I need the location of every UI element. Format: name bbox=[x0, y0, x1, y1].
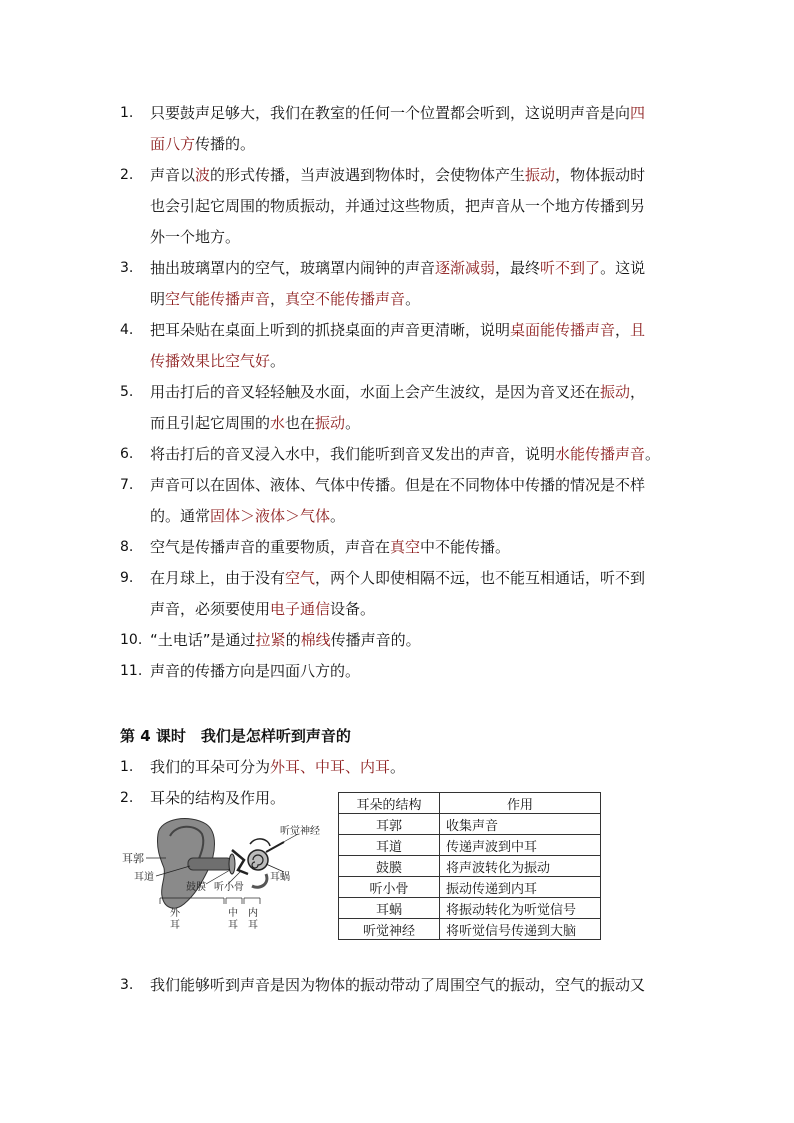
item-text: 。 bbox=[405, 290, 421, 308]
table-cell-structure: 听小骨 bbox=[339, 877, 440, 898]
item-text: 。这说 bbox=[600, 259, 646, 277]
item-text: 。 bbox=[345, 414, 361, 432]
item-text: 的。通常 bbox=[150, 507, 211, 525]
item-text: ， bbox=[270, 290, 286, 308]
table-cell-function: 将听觉信号传递到大脑 bbox=[440, 919, 601, 940]
table-cell-structure: 听觉神经 bbox=[339, 919, 440, 940]
table-cell-structure: 耳蜗 bbox=[339, 898, 440, 919]
item-text: 也在 bbox=[285, 414, 316, 432]
label-inner-1: 内 bbox=[248, 908, 258, 919]
item-number: 7. bbox=[120, 477, 134, 493]
item-text: 声音可以在固体、液体、气体中传播。但是在不同物体中传播的情况是不样 bbox=[150, 476, 646, 494]
item-text: 用击打后的音叉轻轻触及水面，水面上会产生波纹，是因为音叉还在 bbox=[150, 383, 601, 401]
highlighted-answer: 棉线 bbox=[300, 631, 331, 649]
table-row bbox=[339, 898, 601, 919]
item-number: 2. bbox=[120, 790, 134, 806]
item-text: 我们的耳朵可分为 bbox=[150, 758, 271, 776]
table-cell-structure: 鼓膜 bbox=[339, 856, 440, 877]
label-erdao: 耳道 bbox=[134, 872, 154, 883]
key-points-list bbox=[120, 98, 680, 687]
highlighted-answer: 外耳、中耳、内耳 bbox=[270, 758, 391, 776]
highlighted-answer: 且 bbox=[630, 321, 646, 339]
list-item bbox=[120, 625, 680, 656]
list-item bbox=[120, 563, 680, 625]
table-header-row bbox=[339, 793, 601, 814]
highlighted-answer: 振动 bbox=[315, 414, 346, 432]
item-number: 10. bbox=[120, 632, 143, 648]
item-text: 也会引起它周围的物质振动，并通过这些物质，把声音从一个地方传播到另 bbox=[150, 197, 646, 215]
item-text: 抽出玻璃罩内的空气，玻璃罩内闹钟的声音 bbox=[150, 259, 436, 277]
item-text: 。 bbox=[330, 507, 346, 525]
table-row bbox=[339, 835, 601, 856]
highlighted-answer: 传播效果比空气好 bbox=[150, 352, 271, 370]
item-text: 把耳朵贴在桌面上听到的抓挠桌面的声音更清晰，说明 bbox=[150, 321, 511, 339]
table-row bbox=[339, 856, 601, 877]
item-number: 1. bbox=[120, 105, 134, 121]
item-text: 传播的。 bbox=[195, 135, 256, 153]
item-text: 声音以 bbox=[150, 166, 196, 184]
item-text: 传播声音的。 bbox=[330, 631, 421, 649]
item-text: 而且引起它周围的 bbox=[150, 414, 271, 432]
item-number: 11. bbox=[120, 663, 143, 679]
highlighted-answer: 四 bbox=[630, 104, 646, 122]
table-header: 作用 bbox=[440, 793, 601, 814]
item-text: 我们能够听到声音是因为物体的振动带动了周围空气的振动，空气的振动又 bbox=[150, 976, 646, 994]
label-tingjueshenjing: 听觉神经 bbox=[280, 826, 320, 837]
list-item bbox=[120, 532, 680, 563]
ear-structure-figure bbox=[120, 812, 330, 932]
table-cell-function: 振动传递到内耳 bbox=[440, 877, 601, 898]
highlighted-answer: 空气能传播声音 bbox=[165, 290, 271, 308]
item-text: 将击打后的音叉浸入水中，我们能听到音叉发出的声音，说明 bbox=[150, 445, 556, 463]
highlighted-answer: 波 bbox=[195, 166, 211, 184]
lesson-item-1 bbox=[120, 752, 680, 783]
item-text: 耳朵的结构及作用。 bbox=[150, 789, 286, 807]
list-item bbox=[120, 377, 680, 439]
highlighted-answer: 振动 bbox=[525, 166, 556, 184]
highlighted-answer: 桌面能传播声音 bbox=[510, 321, 616, 339]
item-number: 9. bbox=[120, 570, 134, 586]
highlighted-answer: 面八方 bbox=[150, 135, 196, 153]
highlighted-answer: 真空 bbox=[390, 538, 421, 556]
item-text: ，两个人即使相隔不远，也不能互相通话，听不到 bbox=[315, 569, 646, 587]
item-text: 的形式传播，当声波遇到物体时，会使物体产生 bbox=[210, 166, 526, 184]
table-cell-function: 收集声音 bbox=[440, 814, 601, 835]
item-text: 。 bbox=[270, 352, 286, 370]
item-number: 3. bbox=[120, 977, 134, 993]
table-cell-structure: 耳郭 bbox=[339, 814, 440, 835]
item-text: 空气是传播声音的重要物质，声音在 bbox=[150, 538, 391, 556]
item-number: 4. bbox=[120, 322, 134, 338]
item-text: ， bbox=[615, 321, 631, 339]
item-number: 1. bbox=[120, 759, 134, 775]
item-text: 外一个地方。 bbox=[150, 228, 241, 246]
list-item bbox=[120, 656, 680, 687]
table-cell-structure: 耳道 bbox=[339, 835, 440, 856]
ear-canal-shape bbox=[188, 858, 232, 870]
table-row bbox=[339, 814, 601, 835]
highlighted-answer: 空气 bbox=[285, 569, 316, 587]
list-item bbox=[120, 470, 680, 532]
ear-structure-table bbox=[338, 792, 601, 940]
lesson-item-3 bbox=[120, 970, 710, 1001]
label-inner-2: 耳 bbox=[248, 920, 258, 931]
table-cell-function: 传递声波到中耳 bbox=[440, 835, 601, 856]
list-item bbox=[120, 98, 680, 160]
item-text: 的 bbox=[285, 631, 301, 649]
lesson-title: 第 4 课时 我们是怎样听到声音的 bbox=[120, 727, 351, 745]
highlighted-answer: 拉紧 bbox=[255, 631, 286, 649]
item-text: 在月球上，由于没有 bbox=[150, 569, 286, 587]
table-row bbox=[339, 877, 601, 898]
table-header: 耳朵的结构 bbox=[339, 793, 440, 814]
label-erguo: 耳郭 bbox=[122, 852, 144, 865]
item-text: 设备。 bbox=[330, 600, 376, 618]
table-cell-function: 将声波转化为振动 bbox=[440, 856, 601, 877]
highlighted-answer: 电子通信 bbox=[270, 600, 331, 618]
item-text: 明 bbox=[150, 290, 166, 308]
label-outer-1: 外 bbox=[170, 908, 180, 919]
item-text: 。 bbox=[645, 445, 661, 463]
highlighted-answer: 逐渐减弱 bbox=[435, 259, 496, 277]
highlighted-answer: 水 bbox=[270, 414, 286, 432]
label-middle-2: 耳 bbox=[228, 920, 238, 931]
item-number: 5. bbox=[120, 384, 134, 400]
label-middle-1: 中 bbox=[228, 908, 238, 919]
highlighted-answer: 真空不能传播声音 bbox=[285, 290, 406, 308]
item-text: ，物体振动时 bbox=[555, 166, 646, 184]
list-item bbox=[120, 315, 680, 377]
item-number: 2. bbox=[120, 167, 134, 183]
eardrum-shape bbox=[229, 854, 235, 874]
item-text: “土电话”是通过 bbox=[150, 631, 256, 649]
item-number: 8. bbox=[120, 539, 134, 555]
item-text: 声音，必须要使用 bbox=[150, 600, 271, 618]
item-text: 只要鼓声足够大，我们在教室的任何一个位置都会听到，这说明声音是向 bbox=[150, 104, 631, 122]
list-item bbox=[120, 253, 680, 315]
highlighted-answer: 听不到了 bbox=[540, 259, 601, 277]
list-item bbox=[120, 160, 680, 253]
highlighted-answer: 固体＞液体＞气体 bbox=[210, 507, 331, 525]
table-cell-function: 将振动转化为听觉信号 bbox=[440, 898, 601, 919]
highlighted-answer: 水能传播声音 bbox=[555, 445, 646, 463]
label-gumo: 鼓膜 bbox=[186, 882, 206, 893]
item-text: ，最终 bbox=[495, 259, 541, 277]
label-erwo: 耳蜗 bbox=[270, 872, 290, 883]
table-row bbox=[339, 919, 601, 940]
list-item bbox=[120, 439, 680, 470]
label-outer-2: 耳 bbox=[170, 920, 180, 931]
item-text: 。 bbox=[390, 758, 406, 776]
highlighted-answer: 振动 bbox=[600, 383, 631, 401]
label-tingxiaogu: 听小骨 bbox=[214, 882, 244, 893]
item-text: ， bbox=[630, 383, 646, 401]
item-text: 中不能传播。 bbox=[420, 538, 511, 556]
item-number: 6. bbox=[120, 446, 134, 462]
item-text: 声音的传播方向是四面八方的。 bbox=[150, 662, 361, 680]
item-number: 3. bbox=[120, 260, 134, 276]
